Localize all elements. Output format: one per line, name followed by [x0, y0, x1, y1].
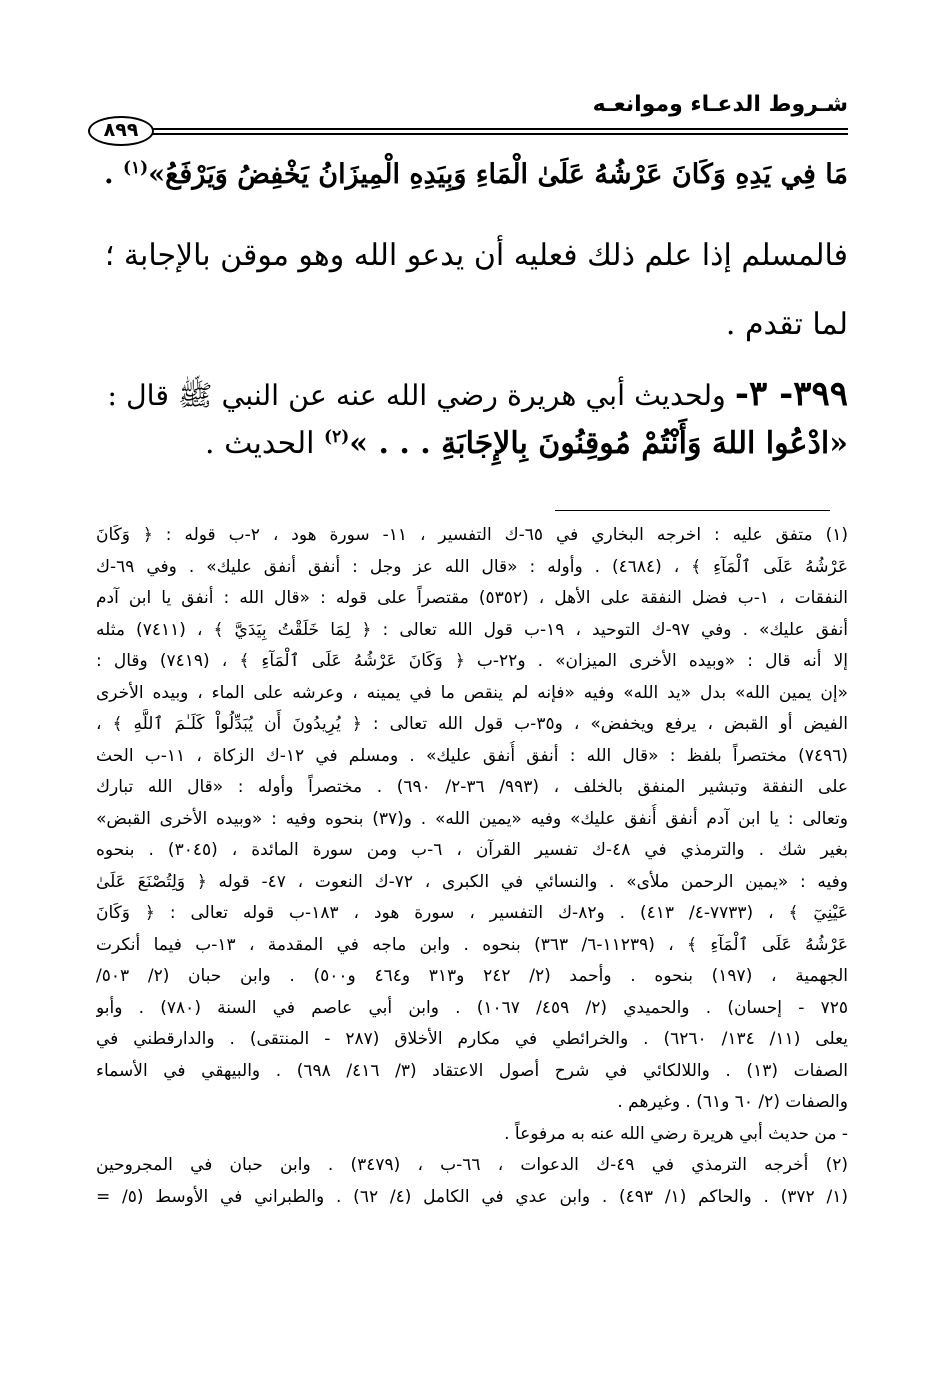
- body-line-5-text: «ادْعُوا اللهَ وَأَنْتُمْ مُوقِنُونَ بِالإِجَابَةِ . . . »: [349, 426, 848, 461]
- footnote-line: الفيض أو القبض ، يرفع ويخفض» ، و٣٥-ب قول الله تعالى : ﴿ يُرِيدُونَ أَن يُبَدِّلُواْ كَلَـٰمَ ٱللَّهِ ﴾ ،: [96, 714, 848, 734]
- footnote-line: عَرْشُهُ عَلَى ٱلْمَآءِ ﴾ ، (٤٦٨٤) . وأوله : «قال الله عز وجل : أنفق أنفق عليك» . وفي ٦٩-ك: [96, 556, 848, 577]
- header-rule: [152, 128, 848, 135]
- footnote-line: ٧٢٥ - إحسان) . والحميدي (٢/ ٤٥٩/ ١٠٦٧) . وابن أبي عاصم في السنة (٧٨٠) . وأبو: [96, 997, 848, 1018]
- footnote-line: عَيْنِيٓ ﴾ ، (٧٧٣٣-٤/ ٤١٣) . و٨٢-ك التفسير ، سورة هود ، ١٨٣-ب قوله تعالى : ﴿ وَكَانَ: [96, 903, 848, 923]
- body-line-1-text: مَا فِي يَدِهِ وَكَانَ عَرْشُهُ عَلَىٰ الْمَاءِ وَبِيَدِهِ الْمِيزَانُ يَخْفِضُ وَيَرْفَعُ»: [148, 159, 848, 190]
- footnote-line: (٧٤٩٦) مختصراً بلفظ : «قال الله : أنفق أُنفق عليك» . ومسلم في ١٢-ك الزكاة ، ١١-ب الحث: [96, 745, 848, 766]
- footnote-line: (٢) أخرجه الترمذي في ٤٩-ك الدعوات ، ٦٦-ب ، (٣٤٧٩) . وابن حبان في المجروحين: [96, 1155, 848, 1175]
- footnotes: [96, 520, 848, 1213]
- running-title: شـروط الدعـاء وموانعـه: [592, 92, 848, 117]
- footnote-line: الجهمية ، (١٩٧) بنحوه . وأحمد (٢/ ٢٤٢ و٣١٣ و٤٦٤ و٥٠٠) . وابن حبان (٢/ ٥٠٣/: [96, 966, 848, 986]
- footnote-ref-1: (١): [122, 158, 149, 178]
- body-line-1: [102, 158, 848, 190]
- footnote-separator: [555, 510, 830, 511]
- footnote-line: بغير شك . والترمذي في ٤٨-ك تفسير القرآن ، ٦-ب ومن سورة المائدة ، (٣٠٤٥) . بنحوه: [96, 840, 848, 860]
- body-line-5-end: الحديث .: [205, 426, 325, 461]
- footnote-line: أنفق عليك» . وفي ٩٧-ك التوحيد ، ١٩-ب قول الله تعالى : ﴿ لِمَا خَلَقْتُ بِيَدَيَّ ﴾ ، (٧٤١١) مثله: [96, 619, 848, 640]
- footnote-line: يعلى (١١/ ١٣٤/ ٦٢٦٠) . والخرائطي في مكارم الأخلاق (٢٨٧ - المنتقى) . والدارقطني في: [96, 1029, 848, 1049]
- footnote-line: - من حديث أبي هريرة رضي الله عنه به مرفوعاً .: [504, 1123, 848, 1144]
- footnote-line: وفيه : «يمين الرحمن ملأى» . والنسائي في الكبرى ، ٧٢-ك النعوت ، ٤٧- قوله ﴿ وَلِتُصْنَعَ عَلَىٰ: [96, 871, 848, 892]
- body-line-5: [102, 426, 848, 461]
- page-number: ٨٩٩: [88, 116, 154, 146]
- footnote-line: على النفقة وتبشير المنفق بالخلف ، (٩٩٣/ ٣٦-٢/ ٦٩٠) . مختصراً وأوله : «قال الله تبارك: [96, 777, 848, 797]
- body-line-4-text: ولحديث أبي هريرة رضي الله عنه عن النبي ﷺ قال :: [107, 379, 726, 412]
- body-line-4: [102, 374, 848, 420]
- body-line-1-end: .: [104, 159, 123, 190]
- footnote-line: الصفات (١٣) . واللالكائي في شرح أصول الاعتقاد (٣/ ٤١٦/ ٦٩٨) . والبيهقي في الأسماء: [96, 1060, 848, 1081]
- footnote-line: وتعالى : يا ابن آدم أنفق أُنفق عليك» وفيه «يمين الله» . و(٣٧) بنحوه وفيه : «وبيده الأخرى القبض»: [96, 808, 848, 829]
- footnote-line: إلا أنه قال : «وبيده الأخرى الميزان» . و٢٢-ب ﴿ وَكَانَ عَرْشُهُ عَلَى ٱلْمَآءِ ﴾ ، (٧٤١٩) وقال :: [96, 651, 848, 671]
- footnote-line: والصفات (٢/ ٦٠ و٦١) . وغيرهم .: [617, 1092, 848, 1112]
- footnote-ref-2: (٢): [324, 427, 350, 447]
- hadith-number: ٣٩٩- ٣-: [734, 374, 848, 414]
- footnote-line: (١/ ٣٧٢) . والحاكم (١/ ٤٩٣) . وابن عدي في الكامل (٤/ ٦٢) . والطبراني في الأوسط (٥/ =: [96, 1186, 848, 1207]
- footnote-line: (١) متفق عليه : اخرجه البخاري في ٦٥-ك التفسير ، ١١- سورة هود ، ٢-ب قوله : ﴿ وَكَانَ: [96, 525, 848, 545]
- body-line-3: لما تقدم .: [725, 307, 848, 342]
- footnote-line: «إن يمين الله» بدل «يد الله» وفيه «فإنه لم ينقص ما في يمينه ، وعرشه على الماء ، وبيده الأخرى: [96, 682, 848, 703]
- body-line-2: فالمسلم إذا علم ذلك فعليه أن يدعو الله وهو موقن بالإجابة ؛: [104, 238, 848, 273]
- footnote-line: النفقات ، ١-ب فضل النفقة على الأهل ، (٥٣٥٢) مقتصراً على قوله : «قال الله : أنفق يا ابن آدم: [96, 588, 848, 608]
- footnote-line: عَرْشُهُ عَلَى ٱلْمَآءِ ﴾ ، (١١٢٣٩-٦/ ٣٦٣) بنحوه . وابن ماجه في المقدمة ، ١٣-ب فيما أنكرت: [96, 934, 848, 955]
